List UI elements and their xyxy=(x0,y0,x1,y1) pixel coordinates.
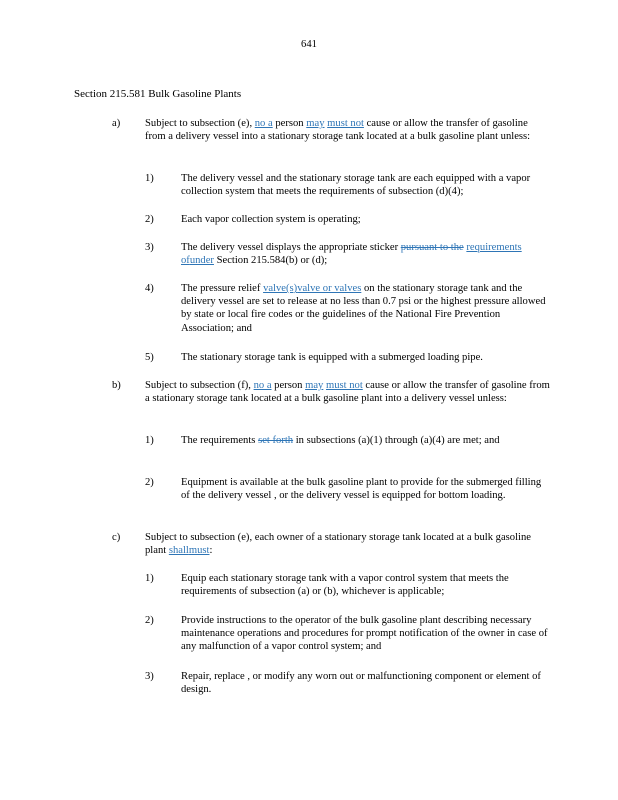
subsection-a-intro: Subject to subsection (e), no a person may must not cause or allow the transfer of gasoline from a delivery vessel into a stationary storage tank located at a bulk gasoline plant unless: xyxy=(145,118,531,143)
item-b1-label: 1) xyxy=(145,435,154,446)
section-title: Section 215.581 Bulk Gasoline Plants xyxy=(74,88,242,100)
item-c3-text: Repair, replace , or modify any worn out or malfunctioning component or element of design. xyxy=(181,671,541,696)
subsection-c-label: c) xyxy=(112,532,121,543)
item-c1-label: 1) xyxy=(145,573,154,584)
item-a2-label: 2) xyxy=(145,214,154,225)
item-a3-text: The delivery vessel displays the appropriate sticker pursuant to the requirements ofunder Section 215.584(b) or (d); xyxy=(181,242,522,267)
item-a4-text: The pressure relief valve(s)valve or valves on the stationary storage tank and the delivery vessel are set to release at no less than 0.7 psi or the highest pressure allowed by state or local fire codes or the guidelines of the National Fire Prevention Association; and xyxy=(181,283,546,334)
item-c2-text: Provide instructions to the operator of the bulk gasoline plant describing necessary maintenance operations and procedures for prompt notification of the owner in case of any malfunction of a vapor control system; and xyxy=(181,615,548,653)
subsection-a-label: a) xyxy=(112,118,121,129)
item-c1-text: Equip each stationary storage tank with a vapor control system that meets the requirements of subsection (a) or (b), whichever is applicable; xyxy=(181,573,509,598)
page-number: 641 xyxy=(301,39,317,50)
item-b1-text: The requirements set forth in subsections (a)(1) through (a)(4) are met; and xyxy=(181,435,500,446)
item-a5-label: 5) xyxy=(145,352,154,363)
item-a5-text: The stationary storage tank is equipped with a submerged loading pipe. xyxy=(181,352,483,363)
subsection-b-label: b) xyxy=(112,380,121,391)
item-a1-text: The delivery vessel and the stationary storage tank are each equipped with a vapor collection system that meets the requirements of subsection (d)(4); xyxy=(181,173,531,198)
item-a2-text: Each vapor collection system is operating; xyxy=(181,214,361,225)
item-a4-label: 4) xyxy=(145,283,154,294)
subsection-b-intro: Subject to subsection (f), no a person may must not cause or allow the transfer of gasoline from a stationary storage tank located at a bulk gasoline plant into a delivery vessel unless: xyxy=(145,380,550,405)
item-b2-text: Equipment is available at the bulk gasoline plant to provide for the submerged filling of the delivery vessel , or the delivery vessel is equipped for bottom loading. xyxy=(181,477,542,502)
item-a3-label: 3) xyxy=(145,242,154,253)
item-c3-label: 3) xyxy=(145,671,154,682)
subsection-c-intro: Subject to subsection (e), each owner of a stationary storage tank located at a bulk gasoline plant shallmust: xyxy=(145,532,531,557)
item-c2-label: 2) xyxy=(145,615,154,626)
item-a1-label: 1) xyxy=(145,173,154,184)
item-b2-label: 2) xyxy=(145,477,154,488)
